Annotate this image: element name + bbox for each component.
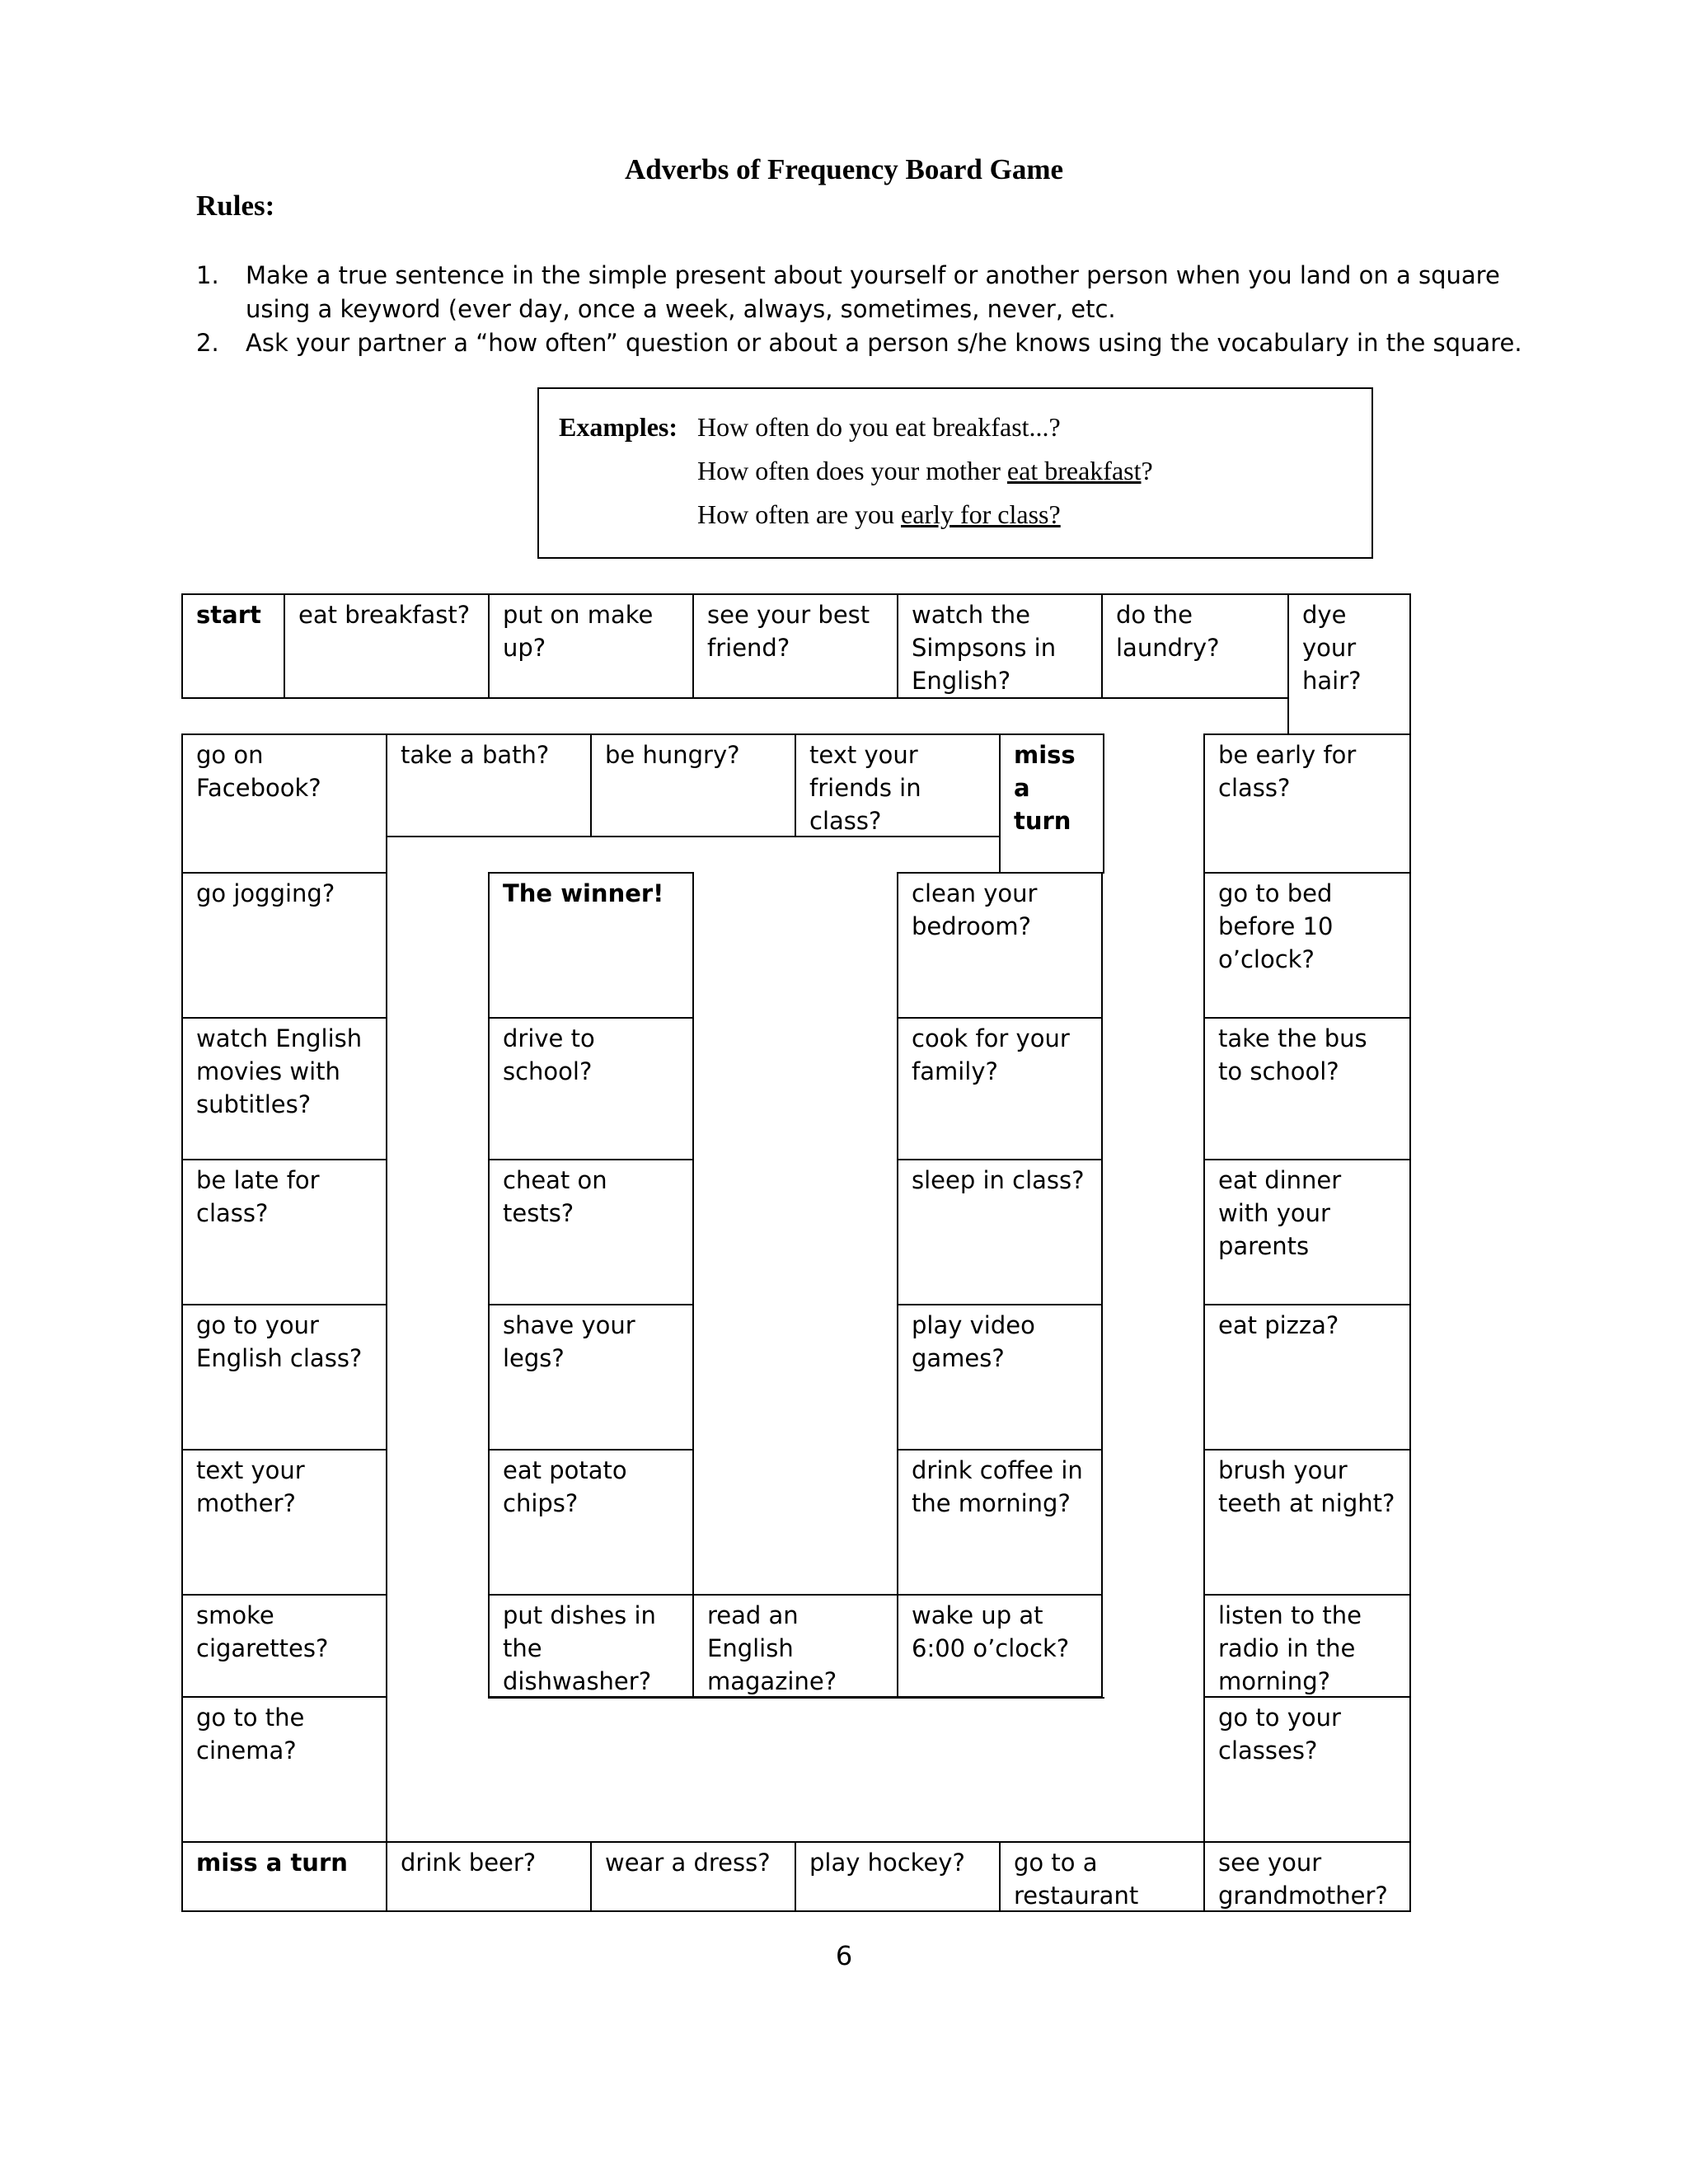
board-square: watch English movies with subtitles? bbox=[181, 1017, 387, 1160]
board-square: dye your hair? bbox=[1287, 593, 1411, 735]
rule-number: 1. bbox=[196, 261, 219, 289]
board-square: text your mother? bbox=[181, 1449, 387, 1596]
rules-heading: Rules: bbox=[196, 190, 275, 222]
rule-line: Make a true sentence in the simple present about yourself or another person when you land on a square bbox=[246, 261, 1500, 289]
example-underlined-text: eat breakfast bbox=[1006, 456, 1142, 485]
board-square: read an English magazine? bbox=[692, 1594, 898, 1698]
board-square: be hungry? bbox=[590, 733, 796, 837]
examples-label: Examples: bbox=[559, 412, 678, 442]
board-square: see your grandmother? bbox=[1203, 1841, 1411, 1912]
board-square: go on Facebook? bbox=[181, 733, 387, 874]
board-square: go to a restaurant bbox=[999, 1841, 1205, 1912]
board-square: go to bed before 10 o’clock? bbox=[1203, 872, 1411, 1019]
board-square: cook for your family? bbox=[897, 1017, 1103, 1160]
board-square: watch the Simpsons in English? bbox=[897, 593, 1103, 699]
page-title: Adverbs of Frequency Board Game bbox=[624, 153, 1064, 185]
board-square: put on make up? bbox=[488, 593, 694, 699]
board-square: wake up at 6:00 o’clock? bbox=[897, 1594, 1103, 1698]
board-square: eat potato chips? bbox=[488, 1449, 694, 1596]
rule-line: Ask your partner a “how often” question or about a person s/he knows using the vocabulary in the square. bbox=[246, 329, 1522, 357]
board-square: clean your bedroom? bbox=[897, 872, 1103, 1019]
board-square: play video games? bbox=[897, 1304, 1103, 1451]
board-square: do the laundry? bbox=[1101, 593, 1289, 699]
board-square: see your best friend? bbox=[692, 593, 898, 699]
board-square: wear a dress? bbox=[590, 1841, 796, 1912]
board-square: be late for class? bbox=[181, 1159, 387, 1305]
board-square: listen to the radio in the morning? bbox=[1203, 1594, 1411, 1698]
board-square: play hockey? bbox=[795, 1841, 1001, 1912]
board-square: sleep in class? bbox=[897, 1159, 1103, 1305]
board-square: shave your legs? bbox=[488, 1304, 694, 1451]
board-square: text your friends in class? bbox=[795, 733, 1001, 837]
board-square: drive to school? bbox=[488, 1017, 694, 1160]
board-square: put dishes in the dishwasher? bbox=[488, 1594, 694, 1698]
rule-line: using a keyword (ever day, once a week, always, sometimes, never, etc. bbox=[246, 295, 1116, 323]
rule-number: 2. bbox=[196, 329, 219, 357]
board-square: drink coffee in the morning? bbox=[897, 1449, 1103, 1596]
example-line-1: How often do you eat breakfast...? bbox=[697, 412, 1061, 442]
board-square: eat pizza? bbox=[1203, 1304, 1411, 1451]
board-square-miss-turn: miss a turn bbox=[999, 733, 1104, 874]
example-text: How often does your mother bbox=[697, 456, 1007, 485]
board-square: go to the cinema? bbox=[181, 1696, 387, 1843]
example-underlined-text: early for class? bbox=[901, 499, 1061, 529]
page-number: 6 bbox=[835, 1940, 853, 1971]
example-text: ? bbox=[1141, 456, 1153, 485]
board-square: smoke cigarettes? bbox=[181, 1594, 387, 1698]
board-square: go to your English class? bbox=[181, 1304, 387, 1451]
example-text: How often are you bbox=[697, 499, 902, 529]
board-square-start: start bbox=[181, 593, 285, 699]
board-square: cheat on tests? bbox=[488, 1159, 694, 1305]
board-square: go to your classes? bbox=[1203, 1696, 1411, 1843]
board-square: drink beer? bbox=[386, 1841, 592, 1912]
board-square: take a bath? bbox=[386, 733, 592, 837]
board-square: be early for class? bbox=[1203, 733, 1411, 874]
board-square: eat dinner with your parents bbox=[1203, 1159, 1411, 1305]
board-square: eat breakfast? bbox=[284, 593, 490, 699]
board-square: take the bus to school? bbox=[1203, 1017, 1411, 1160]
board-square: brush your teeth at night? bbox=[1203, 1449, 1411, 1596]
board-square: go jogging? bbox=[181, 872, 387, 1019]
board-square-winner: The winner! bbox=[488, 872, 694, 1019]
board-square-miss-turn: miss a turn bbox=[181, 1841, 387, 1912]
